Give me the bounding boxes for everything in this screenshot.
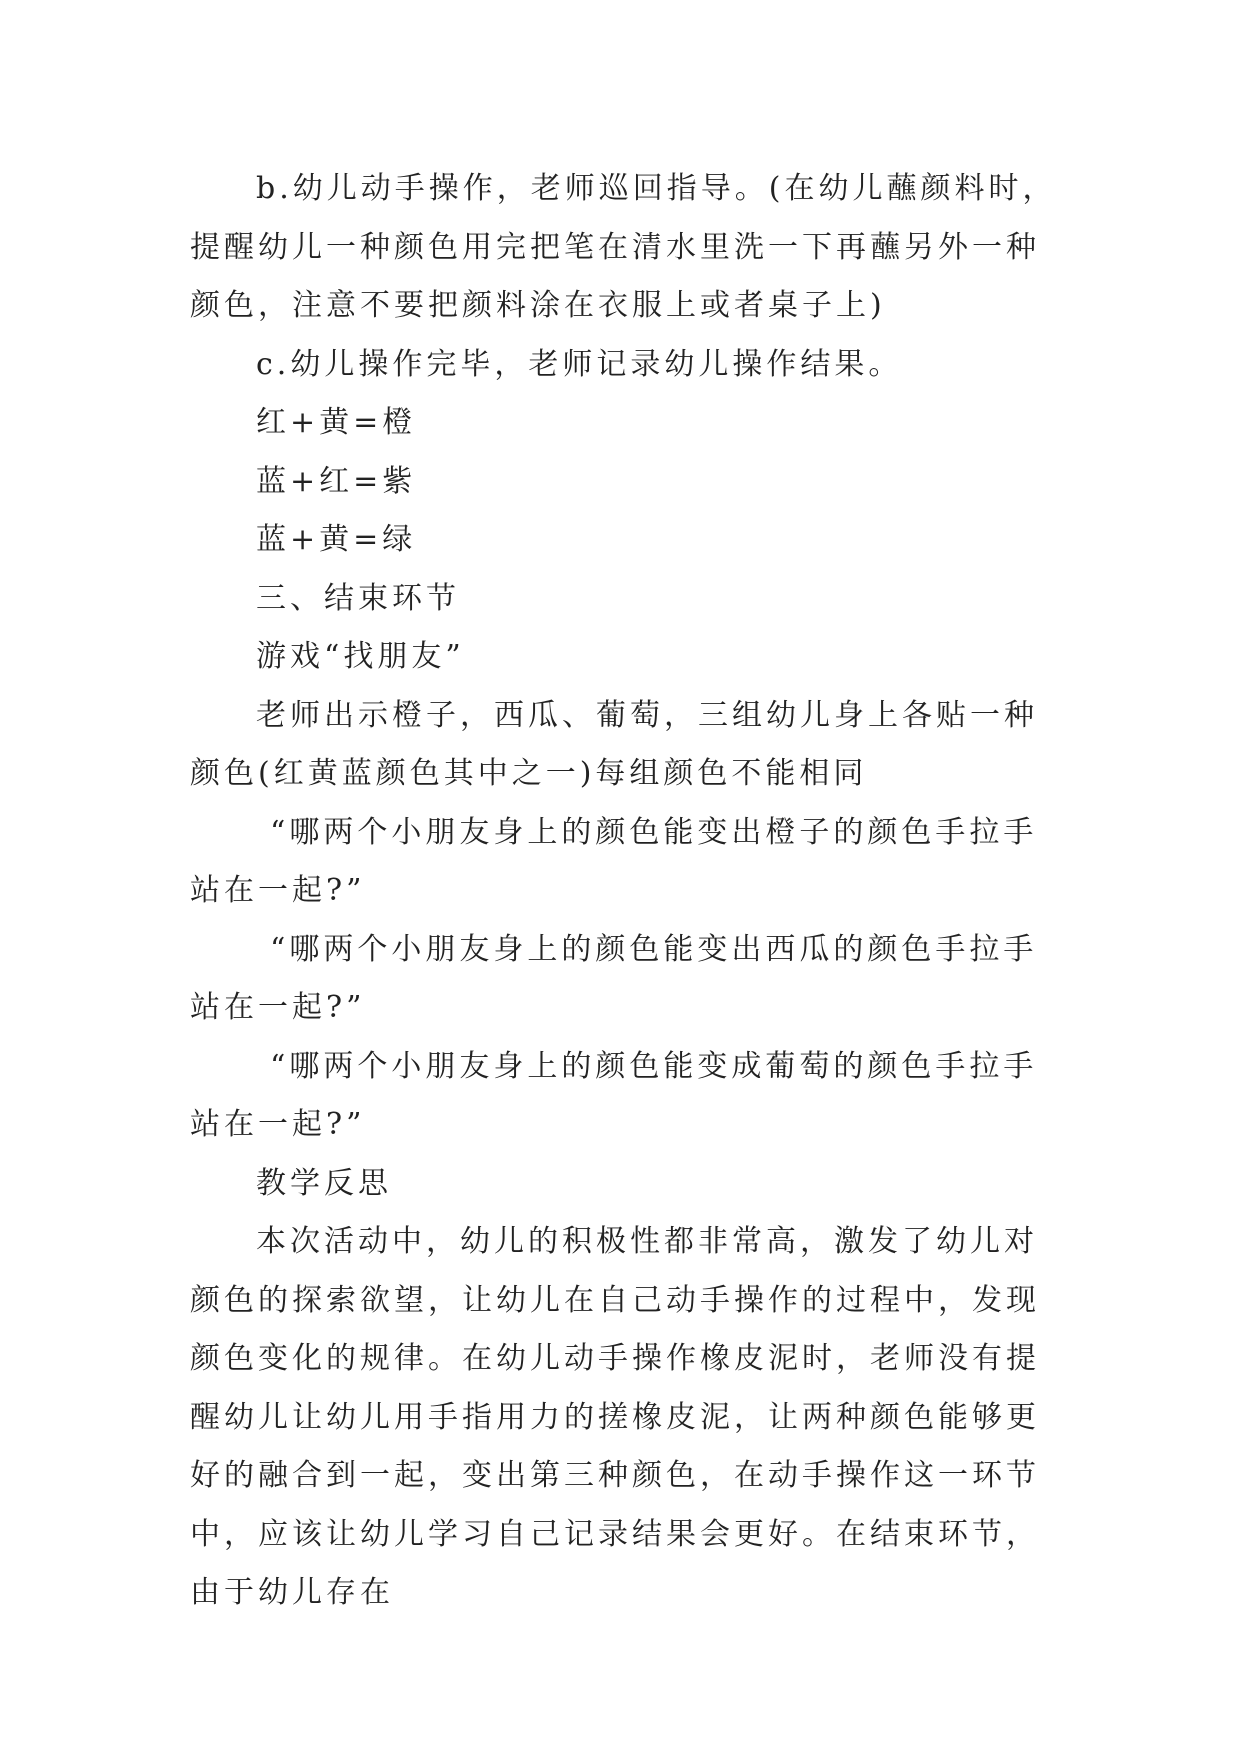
quote-grape: “哪两个小朋友身上的颜色能变成葡萄的颜色手拉手站在一起?” (190, 1048, 1038, 1142)
paragraph-step-c: c.幼儿操作完毕，老师记录幼儿操作结果。 (256, 346, 903, 382)
color-result-green: 蓝+黄=绿 (256, 522, 417, 557)
section-heading-ending: 三、结束环节 (256, 580, 460, 616)
color-result-purple: 蓝+红=紫 (256, 463, 417, 499)
document-body (190, 160, 1058, 1623)
paragraph-reflection: 本次活动中，幼儿的积极性都非常高，激发了幼儿对颜色的探索欲望，让幼儿在自己动手操作的过程中，发现颜色变化的规律。在幼儿动手操作橡皮泥时，老师没有提醒幼儿让幼儿用手指用力的搓橡皮泥，让两种颜色能够更好的融合到一起，变出第三种颜色，在动手操作这一环节中，应该让幼儿学习自己记录结果会更好。在结束环节，由于幼儿存在 (190, 1224, 1040, 1610)
color-result-orange: 红+黄=橙 (256, 405, 417, 440)
game-title: 游戏“找朋友” (256, 639, 465, 674)
paragraph-game-setup: 老师出示橙子，西瓜、葡萄，三组幼儿身上各贴一种颜色(红黄蓝颜色其中之一)每组颜色不能相同 (190, 697, 1038, 791)
quote-orange: “哪两个小朋友身上的颜色能变出橙子的颜色手拉手站在一起?” (190, 814, 1038, 908)
quote-watermelon: “哪两个小朋友身上的颜色能变出西瓜的颜色手拉手站在一起?” (190, 931, 1038, 1025)
paragraph-step-b: b.幼儿动手操作，老师巡回指导。(在幼儿蘸颜料时，提醒幼儿一种颜色用完把笔在清水里洗一下再蘸另外一种颜色，注意不要把颜料涂在衣服上或者桌子上) (190, 171, 1057, 323)
section-heading-reflection: 教学反思 (256, 1165, 392, 1201)
